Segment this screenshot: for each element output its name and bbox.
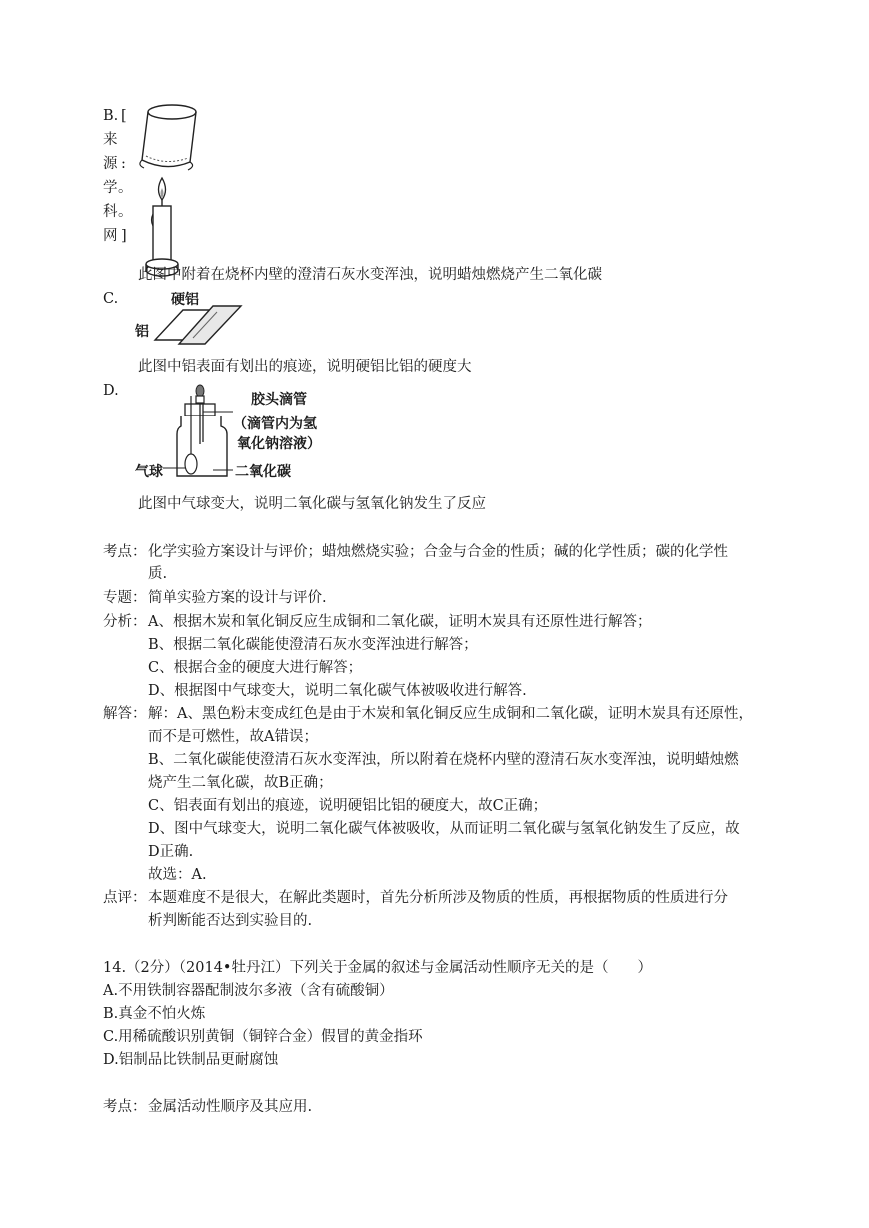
question-14-option-b: B.真金不怕火炼	[103, 1006, 206, 1022]
option-c-label: C.	[103, 291, 119, 307]
fenxi-label: 分析：	[103, 614, 147, 630]
kaodian-label: 考点：	[103, 544, 147, 560]
fenxi-line: C、根据合金的硬度大进行解答；	[148, 660, 363, 676]
source-char: 来	[103, 132, 118, 148]
fenxi-line: D、根据图中气球变大，说明二氧化碳气体被吸收进行解答.	[148, 683, 527, 699]
q14-kaodian-label: 考点：	[103, 1099, 147, 1115]
dropper-label-1: 胶头滴管	[251, 392, 307, 408]
dianping-label: 点评：	[103, 890, 147, 906]
question-14-option-a: A.不用铁制容器配制波尔多液（含有硫酸铜）	[103, 983, 394, 999]
candle-beaker-figure	[132, 98, 202, 288]
source-char: [	[121, 108, 127, 124]
dianping-line: 本题难度不是很大，在解此类题时，首先分析所涉及物质的性质，再根据物质的性质进行分	[148, 890, 728, 906]
option-d-label: D.	[103, 383, 119, 399]
option-b-label: B.	[103, 108, 119, 124]
al-label: 铝	[135, 324, 149, 340]
co2-label: 二氧化碳	[235, 464, 291, 480]
fenxi-line: A、根据木炭和氧化铜反应生成铜和二氧化碳，证明木炭具有还原性进行解答；	[148, 614, 652, 630]
option-b-caption: 此图中附着在烧杯内壁的澄清石灰水变浑浊，说明蜡烛燃烧产生二氧化碳	[138, 267, 602, 283]
jieda-label: 解答：	[103, 706, 147, 722]
jieda-line: 故选：A.	[148, 867, 207, 883]
source-char: 网	[103, 228, 118, 244]
dianping-line: 析判断能否达到实验目的.	[148, 913, 313, 929]
zhuanti-label: 专题：	[103, 590, 147, 606]
jieda-line: B、二氧化碳能使澄清石灰水变浑浊，所以附着在烧杯内壁的澄清石灰水变浑浊，说明蜡烛燃	[148, 752, 739, 768]
source-char: 。	[118, 204, 133, 220]
option-d-caption: 此图中气球变大，说明二氧化碳与氢氧化钠发生了反应	[138, 496, 486, 512]
zhuanti-text: 简单实验方案的设计与评价.	[148, 590, 327, 606]
jieda-line: 解：A、黑色粉末变成红色是由于木炭和氧化铜反应生成铜和二氧化碳，证明木炭具有还原性，	[148, 706, 753, 722]
fenxi-line: B、根据二氧化碳能使澄清石灰水变浑浊进行解答；	[148, 637, 478, 653]
question-14-stem: 14.（2分）（2014•牡丹江）下列关于金属的叙述与金属活动性顺序无关的是（ ）	[103, 960, 652, 976]
question-14-option-c: C.用稀硫酸识别黄铜（铜锌合金）假冒的黄金指环	[103, 1029, 423, 1045]
balloon-label: 气球	[135, 464, 163, 480]
hard-aluminum-figure	[135, 290, 265, 346]
source-char: ]	[121, 228, 127, 244]
source-char: 。	[118, 180, 133, 196]
source-char: 学	[103, 180, 118, 196]
dropper-label-3: 氧化钠溶液）	[237, 436, 321, 452]
source-char: 源	[103, 156, 118, 172]
jieda-line: 烧产生二氧化碳，故B正确；	[148, 775, 333, 791]
dropper-label-2: （滴管内为氢	[233, 416, 317, 432]
q14-kaodian-text: 金属活动性顺序及其应用.	[148, 1099, 313, 1115]
hard-al-label: 硬铝	[171, 292, 199, 308]
option-c-caption: 此图中铝表面有划出的痕迹，说明硬铝比铝的硬度大	[138, 359, 472, 375]
jieda-line: D、图中气球变大，说明二氧化碳气体被吸收，从而证明二氧化碳与氢氧化钠发生了反应，故	[148, 821, 740, 837]
question-14-option-d: D.铝制品比铁制品更耐腐蚀	[103, 1052, 279, 1068]
source-char: :	[121, 156, 126, 172]
kaodian-text: 化学实验方案设计与评价；蜡烛燃烧实验；合金与合金的性质；碱的化学性质；碳的化学性	[148, 544, 728, 560]
jieda-line: C、铝表面有划出的痕迹，说明硬铝比铝的硬度大，故C正确；	[148, 798, 548, 814]
source-char: 科	[103, 204, 118, 220]
balloon-bottle-figure	[133, 384, 333, 484]
kaodian-text: 质.	[148, 566, 168, 582]
jieda-line: 而不是可燃性，故A错误；	[148, 729, 318, 745]
jieda-line: D正确.	[148, 844, 194, 860]
